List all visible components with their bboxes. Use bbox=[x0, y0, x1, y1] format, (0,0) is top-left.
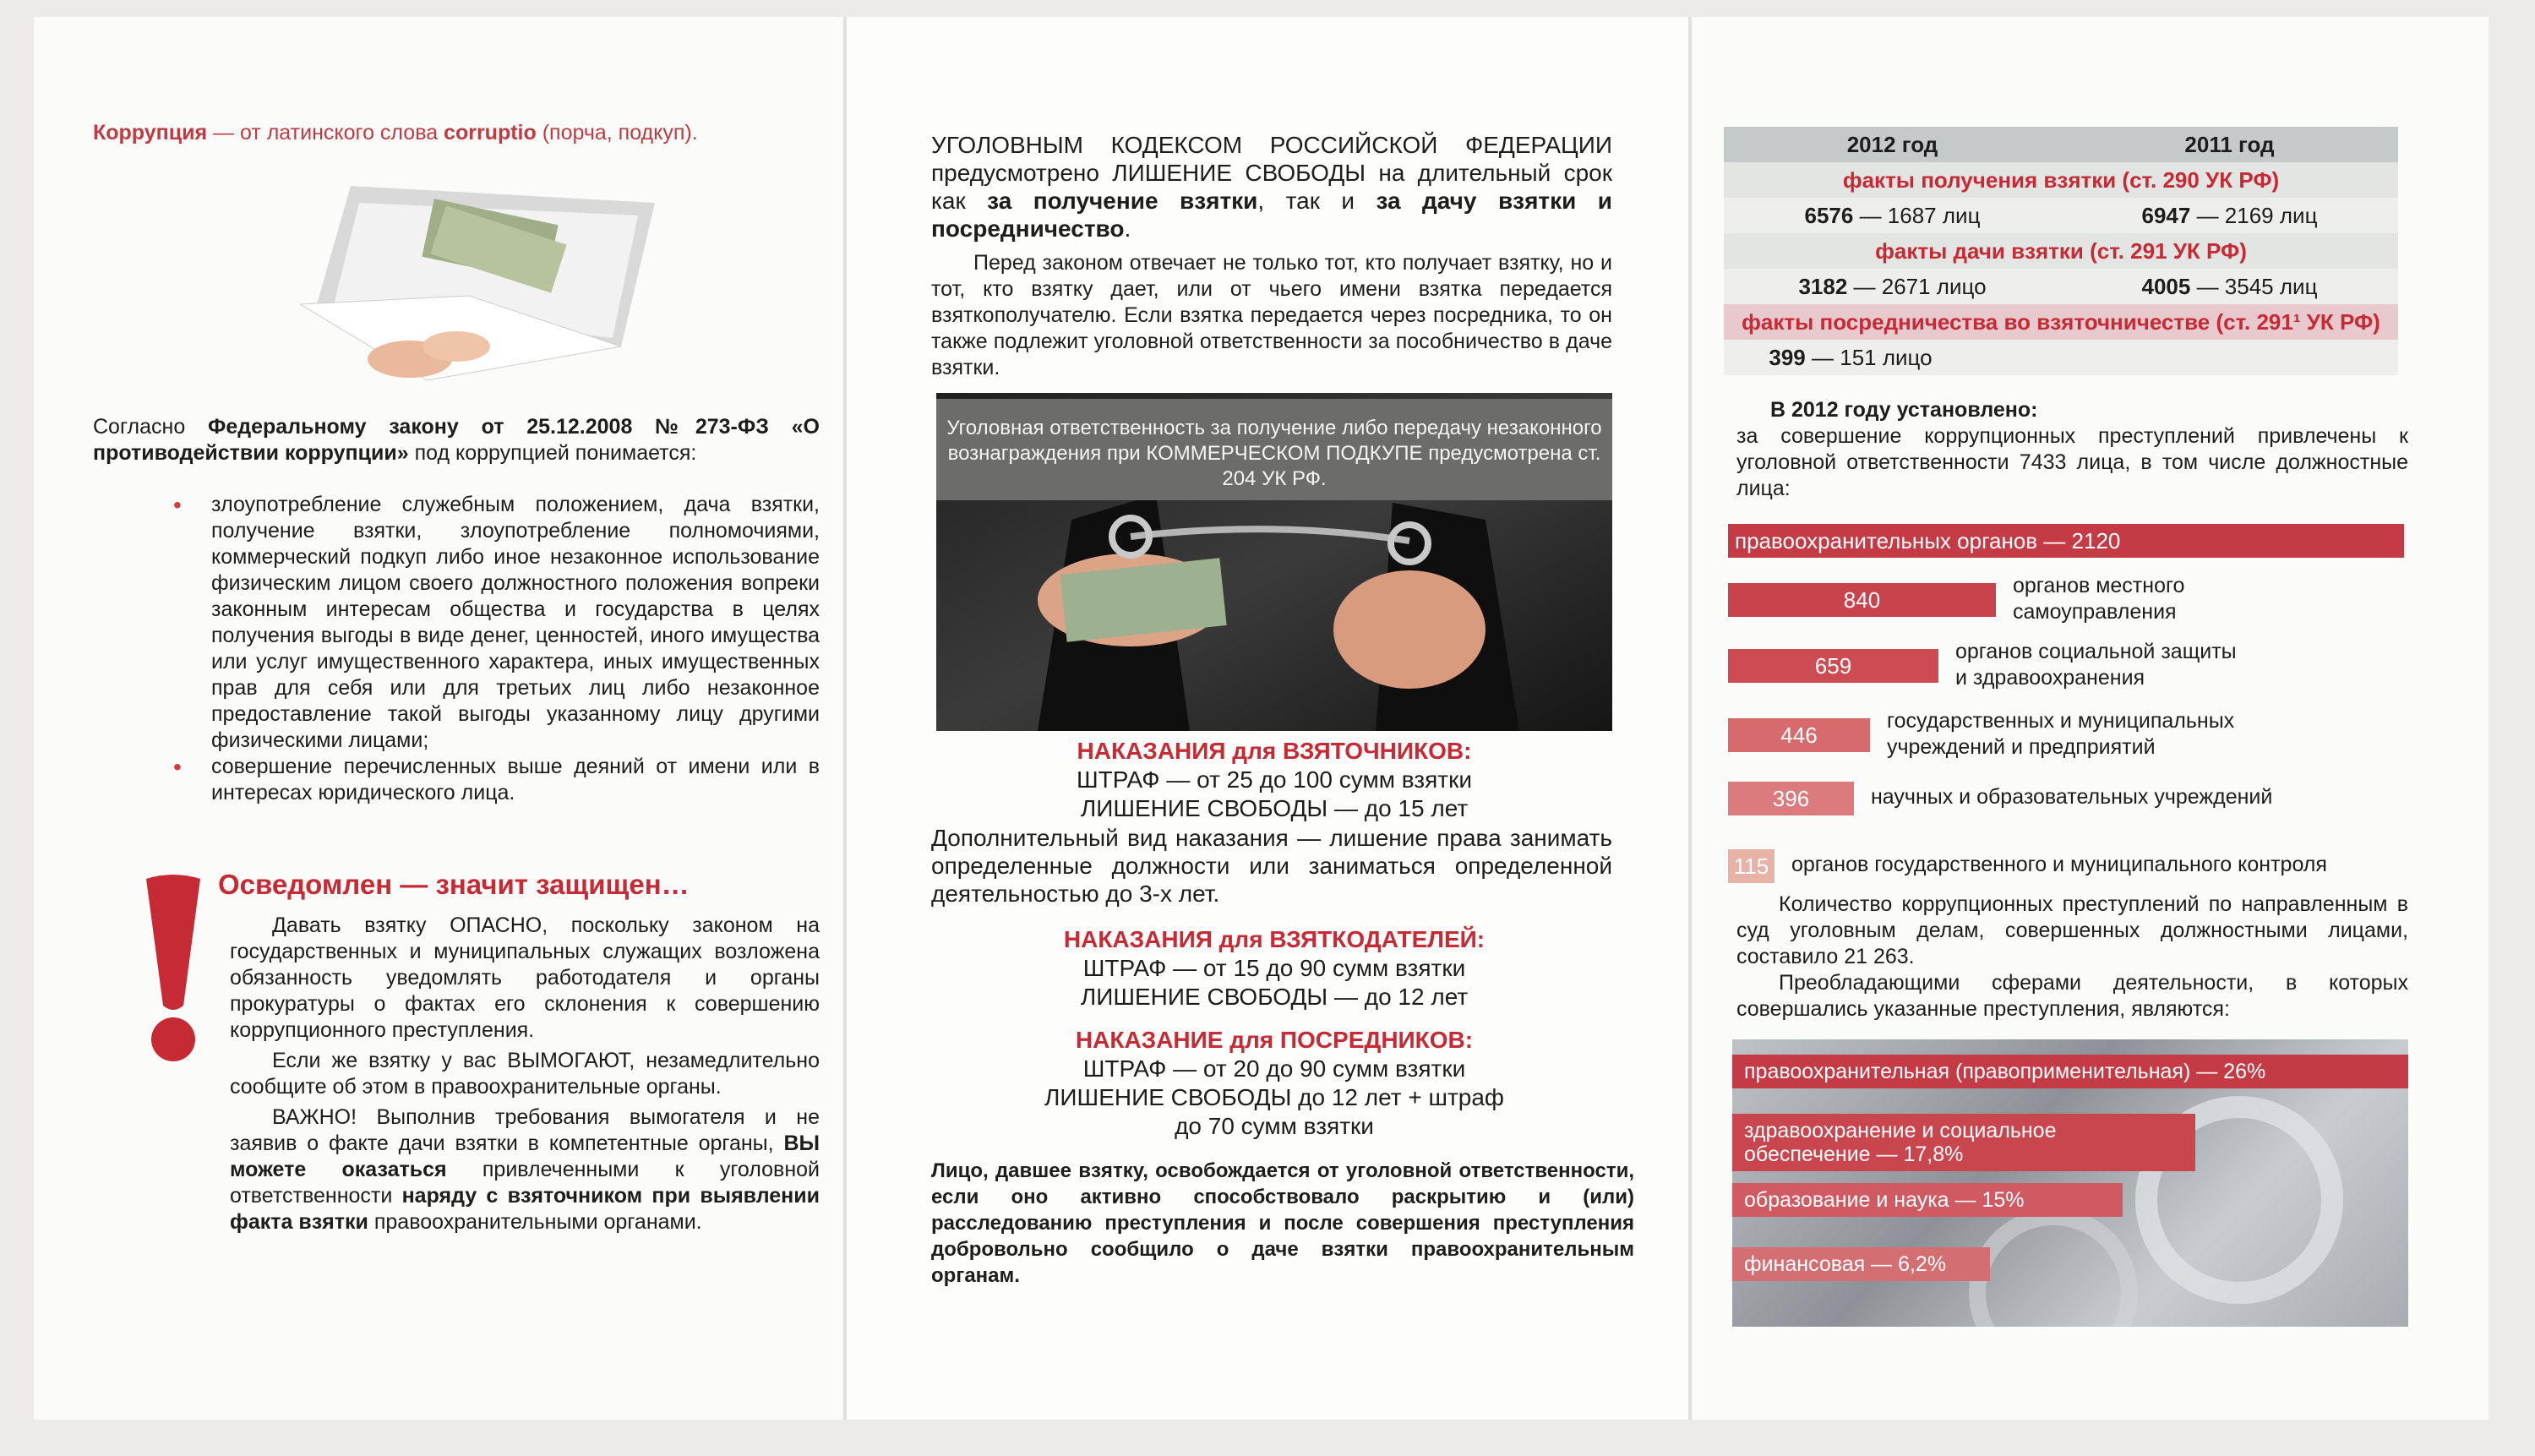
table-row bbox=[1724, 269, 2398, 304]
corruption-definition-list bbox=[93, 492, 820, 806]
corruption-definition: Коррупция — от латинского слова corruptio (порча, подкуп). bbox=[93, 121, 698, 145]
penalty-line: ЛИШЕНИЕ СВОБОДЫ до 12 лет + штраф bbox=[1044, 1084, 1504, 1110]
penalty-line: ШТРАФ — от 15 до 90 сумм взятки bbox=[1082, 955, 1466, 981]
federal-law-paragraph: Согласно Федеральному закону от 25.12.2008 №273-ФЗ «О противодействии коррупции» под коррупцией понимается: bbox=[93, 415, 820, 465]
crimes-spheres-intro: Преобладающими сферами деятельности, в которых совершались указанные преступления, являются: bbox=[1736, 971, 2408, 1021]
spheres-chart bbox=[1732, 1039, 2408, 1327]
penalty-line: ШТРАФ — от 20 до 90 сумм взятки bbox=[1082, 1055, 1466, 1082]
bar-label: органов государственного и муниципального контроля bbox=[1791, 853, 2327, 876]
table-cell: 3182 — 2671 лицо bbox=[1798, 273, 1987, 299]
bar-label: органов местного самоуправления bbox=[2013, 574, 2185, 624]
table-cell: 6947 — 2169 лиц bbox=[2141, 202, 2318, 228]
established-2012 bbox=[1736, 397, 2408, 502]
bribe-giver-penalties bbox=[936, 925, 1612, 1012]
sphere-bar: правоохранительная (правоприменительная) — 26% bbox=[1732, 1055, 2408, 1088]
table-category: факты дачи взятки (ст. 291 УК РФ) bbox=[1724, 233, 2398, 269]
table-header bbox=[1724, 127, 2398, 162]
bar-396: 396 bbox=[1728, 782, 1854, 815]
warning-paragraph: Давать взятку ОПАСНО, поскольку законом на государственных и муниципальных служащих возложена обязанность уведомлять работодателя и органы прокуратуры о фактах его склонения к совершению коррупционного преступления. bbox=[230, 913, 820, 1042]
table-row bbox=[1724, 198, 2398, 233]
established-text: за совершение коррупционных преступлений привлечены к уголовной ответственности 7433 лица, в том числе должностные лица: bbox=[1736, 424, 2408, 500]
penalty-title: НАКАЗАНИЯ для ВЗЯТОЧНИКОВ: bbox=[1077, 738, 1472, 764]
list-item: • совершение перечисленных выше деяний от имени или в интересах юридического лица. bbox=[211, 754, 820, 806]
warning-paragraph: ВАЖНО! Выполнив требования вымогателя и не заявив о факте дачи взятки в компетентные органы, ВЫ можете оказаться привлеченными к уголовной ответственности наряду с взяточником при выявлении факта взятки правоохранительными органами. bbox=[230, 1105, 820, 1234]
table-row bbox=[1724, 340, 2398, 375]
intermediary-penalties bbox=[936, 1026, 1612, 1141]
criminal-code-paragraph: УГОЛОВНЫМ КОДЕКСОМ РОССИЙСКОЙ ФЕДЕРАЦИИ предусмотрено ЛИШЕНИЕ СВОБОДЫ на длительный срок как за получение взятки, так и за дачу взятки и посредничество. bbox=[931, 132, 1613, 242]
sphere-bar: образование и наука — 15% bbox=[1732, 1183, 2123, 1217]
bribery-statistics-table bbox=[1724, 127, 2398, 375]
warning-title: Осведомлен — значит защищен… bbox=[218, 869, 690, 900]
column-2011: 2011 год bbox=[2184, 131, 2275, 157]
crimes-summary bbox=[1736, 892, 2408, 1022]
table-cell: 4005 — 3545 лиц bbox=[2141, 273, 2318, 299]
table-category: факты получения взятки (ст. 290 УК РФ) bbox=[1724, 162, 2398, 198]
commercial-bribery-box: Уголовная ответственность за получение либо передачу незаконного вознаграждения при КОММЕРЧЕСКОМ ПОДКУПЕ предусмотрена ст. 204 УК РФ. bbox=[936, 399, 1612, 500]
release-from-liability: Лицо, давшее взятку, освобождается от уголовной ответственности, если оно активно способствовало раскрытию и (или) расследованию преступления и после совершения преступления добровольно сообщило о даче взятки правоохранительным органам. bbox=[931, 1159, 1634, 1287]
table-cell: 6576 — 1687 лиц bbox=[1804, 202, 1981, 228]
bar-659: 659 bbox=[1728, 649, 1938, 683]
bar-label: научных и образовательных учреждений bbox=[1871, 785, 2273, 809]
bribe-taker-penalties bbox=[936, 737, 1612, 823]
table-cell: 399 — 151 лицо bbox=[1769, 344, 1933, 370]
bar-label: государственных и муниципальных учреждений и предприятий bbox=[1887, 709, 2235, 759]
crimes-count: Количество коррупционных преступлений по направленным в суд уголовным делам, совершенных должностными лицами, составило 21 263. bbox=[1736, 892, 2408, 968]
penalty-line: ШТРАФ — от 25 до 100 сумм взятки bbox=[1076, 766, 1473, 793]
penalty-line: до 70 сумм взятки bbox=[1175, 1113, 1374, 1139]
penalty-title: НАКАЗАНИЕ для ПОСРЕДНИКОВ: bbox=[1075, 1027, 1474, 1053]
liability-paragraph: Перед законом отвечает не только тот, кто получает взятку, но и тот, кто взятку дает, или от чьего имени взятка передается взяткополучателю. Если взятка передается через посредника, то он также подлежит уголовной ответственности за пособничество в даче взятки. bbox=[931, 251, 1612, 379]
bar-2120: правоохранительных органов — 2120 bbox=[1728, 524, 2404, 558]
bar-115: 115 bbox=[1728, 849, 1774, 883]
exclamation-icon bbox=[139, 870, 207, 1065]
column-2012: 2012 год bbox=[1846, 131, 1938, 157]
sphere-bar: финансовая — 6,2% bbox=[1732, 1247, 1990, 1281]
sphere-bar: здравоохранение и социальное обеспечение — 17,8% bbox=[1732, 1114, 2195, 1171]
table-category: факты посредничества во взяточничестве (ст. 291¹ УК РФ) bbox=[1724, 304, 2398, 340]
bar-446: 446 bbox=[1728, 718, 1870, 752]
additional-penalty: Дополнительный вид наказания — лишение права занимать определенные должности или заниматься определенной деятельностью до 3-х лет. bbox=[931, 825, 1612, 907]
penalty-title: НАКАЗАНИЯ для ВЗЯТКОДАТЕЛЕЙ: bbox=[1063, 926, 1486, 952]
fold-line bbox=[843, 17, 847, 1420]
established-title: В 2012 году установлено: bbox=[1770, 398, 2038, 422]
warning-body bbox=[230, 913, 820, 1235]
penalty-line: ЛИШЕНИЕ СВОБОДЫ — до 15 лет bbox=[1080, 795, 1469, 821]
penalty-line: ЛИШЕНИЕ СВОБОДЫ — до 12 лет bbox=[1080, 984, 1469, 1010]
list-item: • злоупотребление служебным положением, дача взятки, получение взятки, злоупотребление полномочиями, коммерческий подкуп либо иное незаконное использование физическим лицом своего должностного положения вопреки законным интересам общества и государства в целях получения выгоды в виде денег, ценностей, иного имущества или услуг имущественного характера, иных имущественных прав для себя или для третьих лиц либо незаконное предоставление такой выгоды указанному лицу другими физическими лицами; bbox=[211, 492, 820, 754]
bar-840: 840 bbox=[1728, 583, 1996, 617]
bar-label: органов социальной защиты и здравоохранения bbox=[1955, 640, 2237, 690]
envelope-money-illustration bbox=[300, 177, 663, 393]
fold-line bbox=[1688, 17, 1692, 1420]
warning-paragraph: Если же взятку у вас ВЫМОГАЮТ, незамедлительно сообщите об этом в правоохранительные органы. bbox=[230, 1049, 820, 1099]
